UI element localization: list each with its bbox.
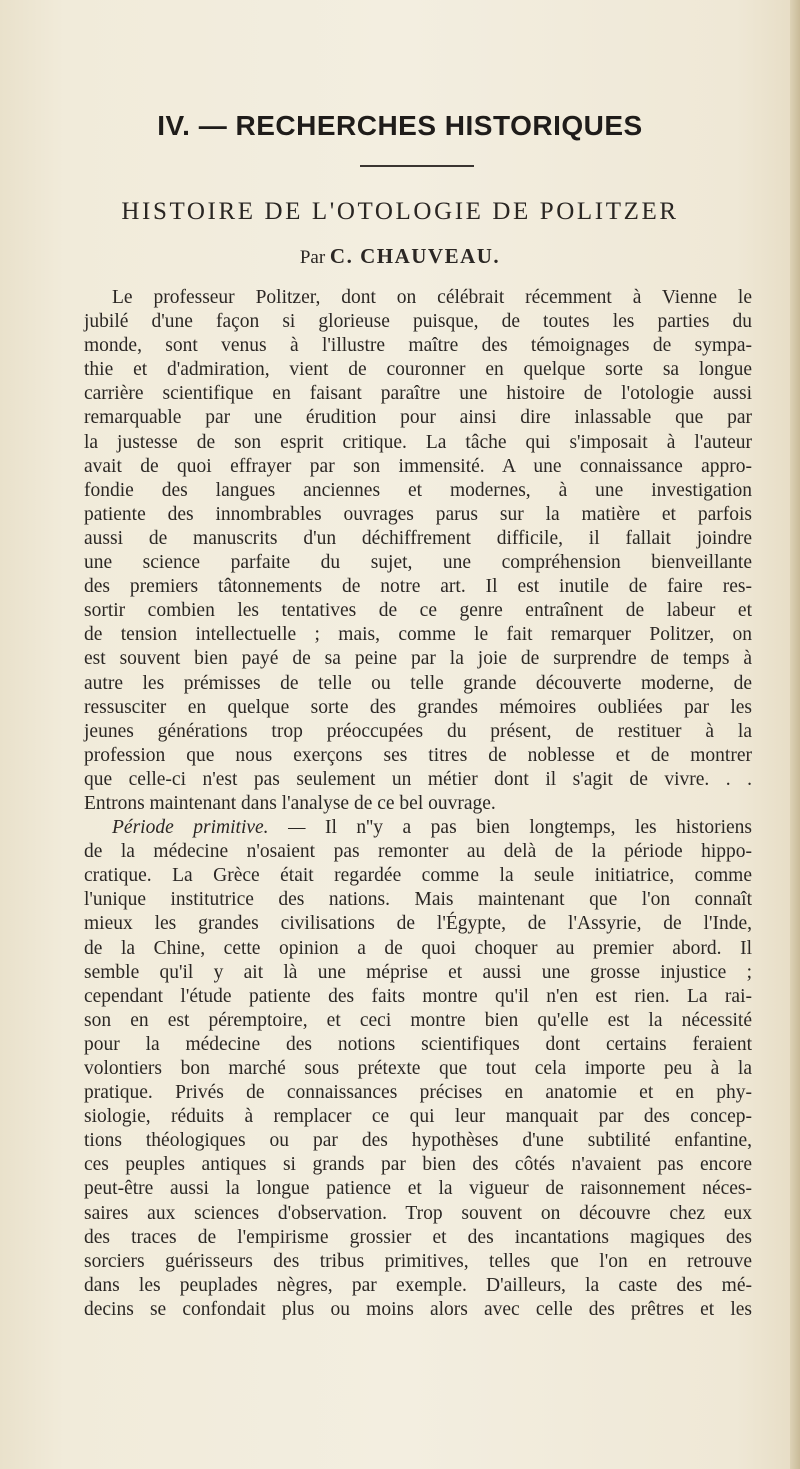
text-line: de la médecine n'osaient pas remonter au delà de la période hippo- bbox=[84, 841, 752, 863]
text-line: semble qu'il y ait là une méprise et aussi une grosse injustice ; bbox=[84, 961, 752, 983]
text-line: des traces de l'empirisme grossier et des incantations magiques des bbox=[84, 1226, 752, 1248]
text-line: l'unique institutrice des nations. Mais maintenant que l'on connaît bbox=[84, 889, 752, 911]
text-line: siologie, réduits à remplacer ce qui leur manquait par des concep- bbox=[84, 1106, 752, 1128]
section-heading: IV. — RECHERCHES HISTORIQUES bbox=[157, 110, 643, 141]
text-line: tions théologiques ou par des hypothèses d'une subtilité enfantine, bbox=[84, 1130, 752, 1152]
text-line: sorciers guérisseurs des tribus primitives, telles que l'on en retrouve bbox=[84, 1250, 752, 1272]
author-name: C. CHAUVEAU. bbox=[329, 244, 501, 268]
text-line-rest: Il n''y a pas bien longtemps, les historiens bbox=[324, 817, 753, 839]
text-line: dans les peuplades nègres, par exemple. D'ailleurs, la caste des mé- bbox=[84, 1274, 752, 1296]
text-line: que celle-ci n'est pas seulement un métier dont il s'agit de vivre. . . bbox=[84, 768, 752, 790]
text-line: patiente des innombrables ouvrages parus sur la matière et parfois bbox=[84, 503, 752, 525]
text-line: ressusciter en quelque sorte des grandes mémoires oubliées par les bbox=[84, 696, 752, 718]
text-line: cratique. La Grèce était regardée comme la seule initiatrice, comme bbox=[84, 865, 752, 887]
text-line: cependant l'étude patiente des faits montre qu'il n'en est rien. La rai- bbox=[84, 985, 752, 1007]
text-line: saires aux sciences d'observation. Trop souvent on découvre chez eux bbox=[84, 1202, 752, 1224]
text-line: autre les prémisses de telle ou telle grande découverte moderne, de bbox=[84, 672, 752, 694]
byline bbox=[0, 244, 800, 269]
text-line: monde, sont venus à l'illustre maître des témoignages de sympa- bbox=[84, 335, 752, 357]
text-line: remarquable par une érudition pour ainsi dire inlassable que par bbox=[84, 407, 752, 429]
text-line: volontiers bon marché sous prétexte que tout cela importe peu à la bbox=[84, 1058, 752, 1079]
text-line: est souvent bien payé de sa peine par la joie de surprendre de temps à bbox=[84, 648, 752, 670]
text-line: decins se confondait plus ou moins alors avec celle des prêtres et les bbox=[84, 1298, 752, 1320]
text-line: de tension intellectuelle ; mais, comme le fait remarquer Politzer, on bbox=[84, 624, 752, 646]
byline-prefix: Par bbox=[299, 247, 326, 268]
text-line: aussi de manuscrits d'un déchiffrement difficile, il fallait joindre bbox=[84, 527, 752, 549]
text-line: des premiers tâtonnements de notre art. Il est inutile de faire res- bbox=[84, 576, 752, 598]
text-line: carrière scientifique en faisant paraître une histoire de l'otologie aussi bbox=[84, 383, 752, 405]
text-line: une science parfaite du sujet, une compréhension bienveillante bbox=[84, 552, 752, 574]
article-title: HISTOIRE DE L'OTOLOGIE DE POLITZER bbox=[121, 198, 679, 225]
text-line: de la Chine, cette opinion a de quoi choquer au premier abord. Il bbox=[84, 937, 752, 959]
text-line: jubilé d'une façon si glorieuse puisque, de toutes les parties du bbox=[84, 311, 752, 333]
text-line: thie et d'admiration, vient de couronner en quelque sorte sa longue bbox=[84, 359, 752, 381]
text-line: profession que nous exerçons ses titres de noblesse et de montrer bbox=[84, 744, 752, 766]
text-line: avait de quoi effrayer par son immensité. A une connaissance appro- bbox=[84, 455, 752, 477]
text-line: son en est péremptoire, et ceci montre bien qu'elle est la nécessité bbox=[84, 1009, 752, 1031]
text-line: peut-être aussi la longue patience et la vigueur de raisonnement néces- bbox=[84, 1178, 752, 1200]
text-line: pratique. Privés de connaissances précises en anatomie et en phy- bbox=[84, 1082, 752, 1104]
text-line: Entrons maintenant dans l'analyse de ce bel ouvrage. bbox=[84, 792, 496, 814]
text-line-with-italic-lead bbox=[84, 816, 752, 840]
text-line: Le professeur Politzer, dont on célébrait récemment à Vienne le bbox=[112, 287, 752, 308]
heading-rule bbox=[360, 165, 474, 167]
italic-lead: Période primitive. — bbox=[112, 817, 306, 839]
text-line: pour la médecine des notions scientifiques dont certains feraient bbox=[84, 1033, 752, 1055]
article-body bbox=[84, 286, 752, 1322]
text-line: mieux les grandes civilisations de l'Égypte, de l'Assyrie, de l'Inde, bbox=[84, 913, 752, 935]
text-line: sortir combien les tentatives de ce genre entraînent de labeur et bbox=[84, 600, 752, 622]
text-line: la justesse de son esprit critique. La tâche qui s'imposait à l'auteur bbox=[84, 431, 752, 453]
text-line: jeunes générations trop préoccupées du présent, de restituer à la bbox=[84, 720, 752, 742]
text-line: ces peuples antiques si grands par bien des côtés n'avaient pas encore bbox=[84, 1154, 752, 1176]
text-line: fondie des langues anciennes et modernes, à une investigation bbox=[84, 479, 752, 501]
